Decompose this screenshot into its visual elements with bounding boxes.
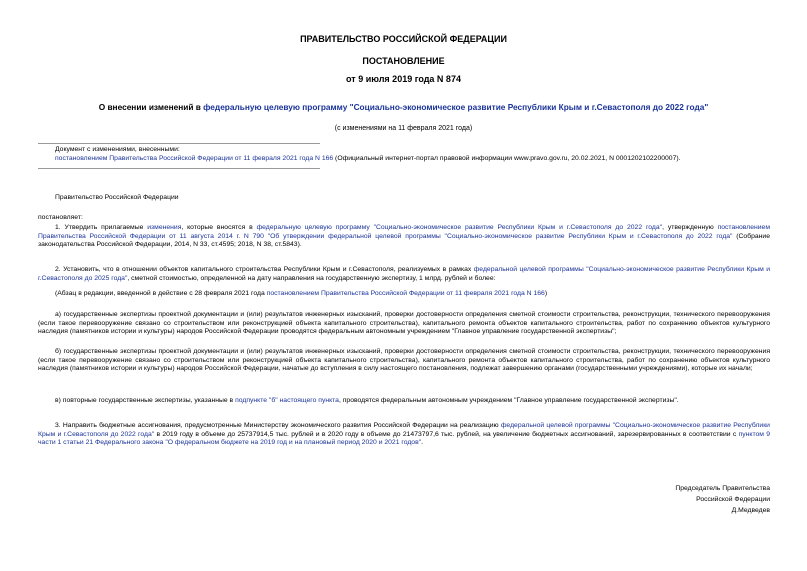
- p1-changes-link[interactable]: изменения: [147, 224, 182, 231]
- p3-text-a: 3. Направить бюджетные ассигнования, предусмотренные Министерству экономического развития Российской Федерации на реализацию: [55, 422, 501, 429]
- p2-note-b: ): [544, 290, 548, 297]
- changes-intro: Документ с изменениями, внесенными:: [55, 146, 180, 153]
- document-title: [0, 102, 807, 112]
- government-subject: Правительство Российской Федерации: [55, 194, 179, 201]
- pc-subparagraph-link[interactable]: подпункте "б" настоящего пункта: [235, 397, 339, 404]
- paragraph-1: [38, 224, 770, 250]
- changes-source: (Официальный интернет-портал правовой информации www.pravo.gov.ru, 20.02.2021, N 0001202102200007).: [333, 155, 681, 162]
- signature-organization: Российской Федерации: [696, 496, 770, 503]
- subparagraph-c: [38, 397, 770, 406]
- p2-note-a: (Абзац в редакции, введенной в действие с 28 февраля 2021 года: [55, 290, 267, 297]
- resolves-label: постановляет:: [38, 214, 83, 221]
- pc-text-b: , проводятся федеральным автономным учреждением "Главное управление государственной экспертизы".: [338, 397, 679, 404]
- p1-program-link[interactable]: федеральную целевую программу "Социально-экономическое развитие Республики Крым и г.Севастополя до 2022 года": [256, 224, 663, 231]
- document-date: от 9 июля 2019 года N 874: [346, 74, 461, 84]
- subparagraph-a: а) государственные экспертизы проектной документации и (или) результатов инженерных изысканий, проверки достоверности определения сметной стоимости строительства, реконструкции, технического перевооружения (если такое перевооружение связано со строительством или реконструкцией объекта капитального строительства), капитального ремонта объектов капитального строительства, работ по сохранению объектов культурного наследия (памятников истории и культуры) народов Российской Федерации проводятся федеральным автономным учреждением "Главное управление государственной экспертизы";: [38, 311, 770, 335]
- divider-bottom: [38, 168, 320, 169]
- changes-resolution-link[interactable]: постановлением Правительства Российской Федерации от 11 февраля 2021 года N 166: [55, 155, 334, 162]
- signature-name: Д.Медведев: [731, 507, 770, 514]
- divider-top: [38, 143, 320, 144]
- subparagraph-b: б) государственные экспертизы проектной документации и (или) результатов инженерных изысканий, проверки достоверности определения сметной стоимости строительства, реконструкции, технического перевооружения (если такое перевооружение связано со строительством или реконструкцией объекта капитального строительства), капитального ремонта объектов капитального строительства, работ по сохранению объектов культурного наследия (памятников истории и культуры) народов Российской Федерации, начатые до вступления в силу настоящего постановления, подлежат завершению органами (государственными учреждениями), которые их начали;: [38, 348, 770, 372]
- paragraph-2: [38, 266, 770, 283]
- pc-text-a: в) повторные государственные экспертизы, указанные в: [55, 397, 236, 404]
- p1-text-b: , которые вносятся в: [181, 224, 257, 231]
- p2-text-b: , сметной стоимостью, определенной на дату направления на государственную экспертизу, 1 млрд. рублей и более:: [127, 274, 496, 282]
- p1-text-a: 1. Утвердить прилагаемые: [55, 224, 148, 231]
- paragraph-3: [38, 422, 770, 448]
- signature-block: [675, 483, 770, 516]
- paragraph-2-note: [55, 290, 770, 299]
- p3-federal-law-link[interactable]: пунктом 9 части 1 статьи 21 Федерального закона "О федеральном бюджете на 2019 год и на плановый период 2020 и 2021 годов": [38, 430, 770, 446]
- document-type: ПОСТАНОВЛЕНИЕ: [362, 56, 445, 66]
- p3-text-b: в 2019 году в объеме до 25737914,5 тыс. рублей и в 2020 году в объеме до 21473797,6 тыс. рублей, на увеличение бюджетных ассигнований, зарезервированных в соответствии с: [154, 430, 739, 438]
- p2-text-a: 2. Установить, что в отношении объектов капитального строительства Республики Крым и г.Севастополя, реализуемых в рамках: [55, 266, 474, 273]
- p3-text-c: .: [421, 439, 424, 446]
- title-program-link[interactable]: федеральную целевую программу "Социально-экономическое развитие Республики Крым и г.Севастополя до 2022 года": [203, 102, 709, 112]
- edition-note: (с изменениями на 11 февраля 2021 года): [334, 125, 473, 132]
- p1-text-c: , утвержденную: [662, 224, 718, 231]
- p3-program-link[interactable]: федеральной целевой программы "Социально-экономическое развитие Республики Крым и г.Севастополя до 2022 года": [38, 422, 770, 438]
- p2-note-resolution-link[interactable]: постановлением Правительства Российской Федерации от 11 февраля 2021 года N 166: [266, 290, 545, 297]
- p1-text-d: (Собрание законодательства Российской Федерации, 2014, N 33, ст.4595; 2018, N 38, ст.5843).: [38, 232, 770, 248]
- title-prefix: О внесении изменений в: [98, 102, 204, 112]
- changes-line: [55, 155, 800, 164]
- signature-position: Председатель Правительства: [675, 485, 770, 492]
- p2-program-link[interactable]: федеральной целевой программы "Социально-экономическое развитие Республики Крым и г.Севастополя до 2025 года": [38, 266, 770, 282]
- government-heading: ПРАВИТЕЛЬСТВО РОССИЙСКОЙ ФЕДЕРАЦИИ: [300, 34, 507, 44]
- p1-resolution-790-link[interactable]: постановлением Правительства Российской Федерации от 11 августа 2014 г. N 790 "Об утверждении федеральной целевой программы "Социально-экономическое развитие Республики Крым и г.Севастополя до 2022 года": [38, 224, 770, 240]
